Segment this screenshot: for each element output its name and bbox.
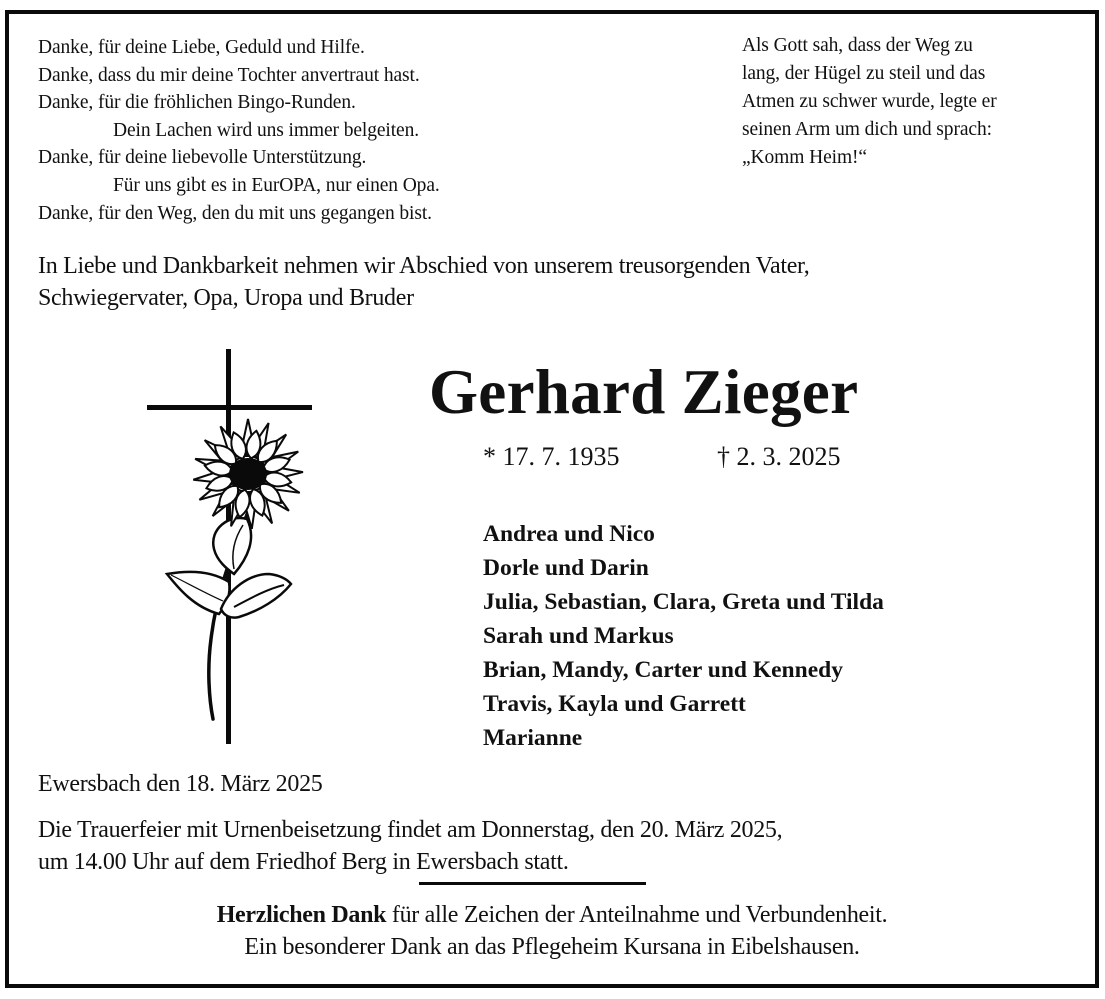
place-and-date: Ewersbach den 18. März 2025	[38, 771, 323, 797]
divider-line	[419, 882, 646, 885]
ceremony-info	[38, 814, 782, 878]
deceased-name: Gerhard Zieger	[429, 357, 859, 427]
mourners-list	[483, 517, 884, 755]
death-date: † 2. 3. 2025	[717, 442, 841, 471]
poem-left-line: Danke, für deine liebevolle Unterstützung.	[38, 147, 367, 169]
poem-left-line: Danke, dass du mir deine Tochter anvertraut hast.	[38, 64, 420, 86]
ceremony-line: um 14.00 Uhr auf dem Friedhof Berg in Ewersbach statt.	[38, 849, 569, 875]
poem-left-line: Danke, für deine Liebe, Geduld und Hilfe.	[38, 37, 365, 58]
poem-right-line: Als Gott sah, dass der Weg zu	[742, 35, 973, 56]
mourner-entry: Travis, Kayla und Garrett	[483, 691, 746, 717]
mourner-entry: Brian, Mandy, Carter und Kennedy	[483, 657, 843, 683]
ceremony-line: Die Trauerfeier mit Urnenbeisetzung findet am Donnerstag, den 20. März 2025,	[38, 817, 783, 843]
poem-left-line: Danke, für den Weg, den du mit uns gegangen bist.	[38, 202, 432, 224]
thanks-rest: für alle Zeichen der Anteilnahme und Verbundenheit.	[386, 902, 888, 928]
thanks-section	[9, 899, 1095, 963]
poem-right-line: seinen Arm um dich und sprach:	[742, 119, 992, 140]
mourner-entry: Andrea und Nico	[483, 521, 655, 547]
mourner-entry: Marianne	[483, 725, 583, 751]
thanks-bold: Herzlichen Dank	[216, 902, 387, 928]
poem-left-line: Für uns gibt es in EurOPA, nur einen Opa.	[113, 174, 440, 196]
poem-right	[742, 32, 997, 172]
mourner-entry: Sarah und Markus	[483, 623, 674, 649]
poem-right-line: lang, der Hügel zu steil und das	[742, 63, 986, 84]
intro-line: Schwiegervater, Opa, Uropa und Bruder	[38, 285, 414, 311]
mourner-entry: Dorle und Darin	[483, 555, 649, 581]
poem-left-line: Danke, für die fröhlichen Bingo-Runden.	[38, 92, 356, 114]
thanks-line-2: Ein besonderer Dank an das Pflegeheim Kursana in Eibelshausen.	[244, 934, 860, 960]
life-dates	[483, 440, 841, 474]
birth-date: * 17. 7. 1935	[483, 442, 620, 471]
intro-line: In Liebe und Dankbarkeit nehmen wir Abschied von unserem treusorgenden Vater,	[38, 253, 810, 279]
thanks-line-1	[9, 899, 1095, 931]
poem-right-line: „Komm Heim!“	[742, 147, 867, 168]
obituary-frame	[5, 10, 1099, 988]
poem-right-line: Atmen zu schwer wurde, legte er	[742, 91, 997, 112]
intro-text	[38, 250, 810, 314]
cross-with-sunflower-icon	[139, 349, 339, 749]
poem-left-line: Dein Lachen wird uns immer belgeiten.	[113, 119, 420, 141]
poem-left	[38, 34, 440, 227]
mourner-entry: Julia, Sebastian, Clara, Greta und Tilda	[483, 589, 884, 615]
